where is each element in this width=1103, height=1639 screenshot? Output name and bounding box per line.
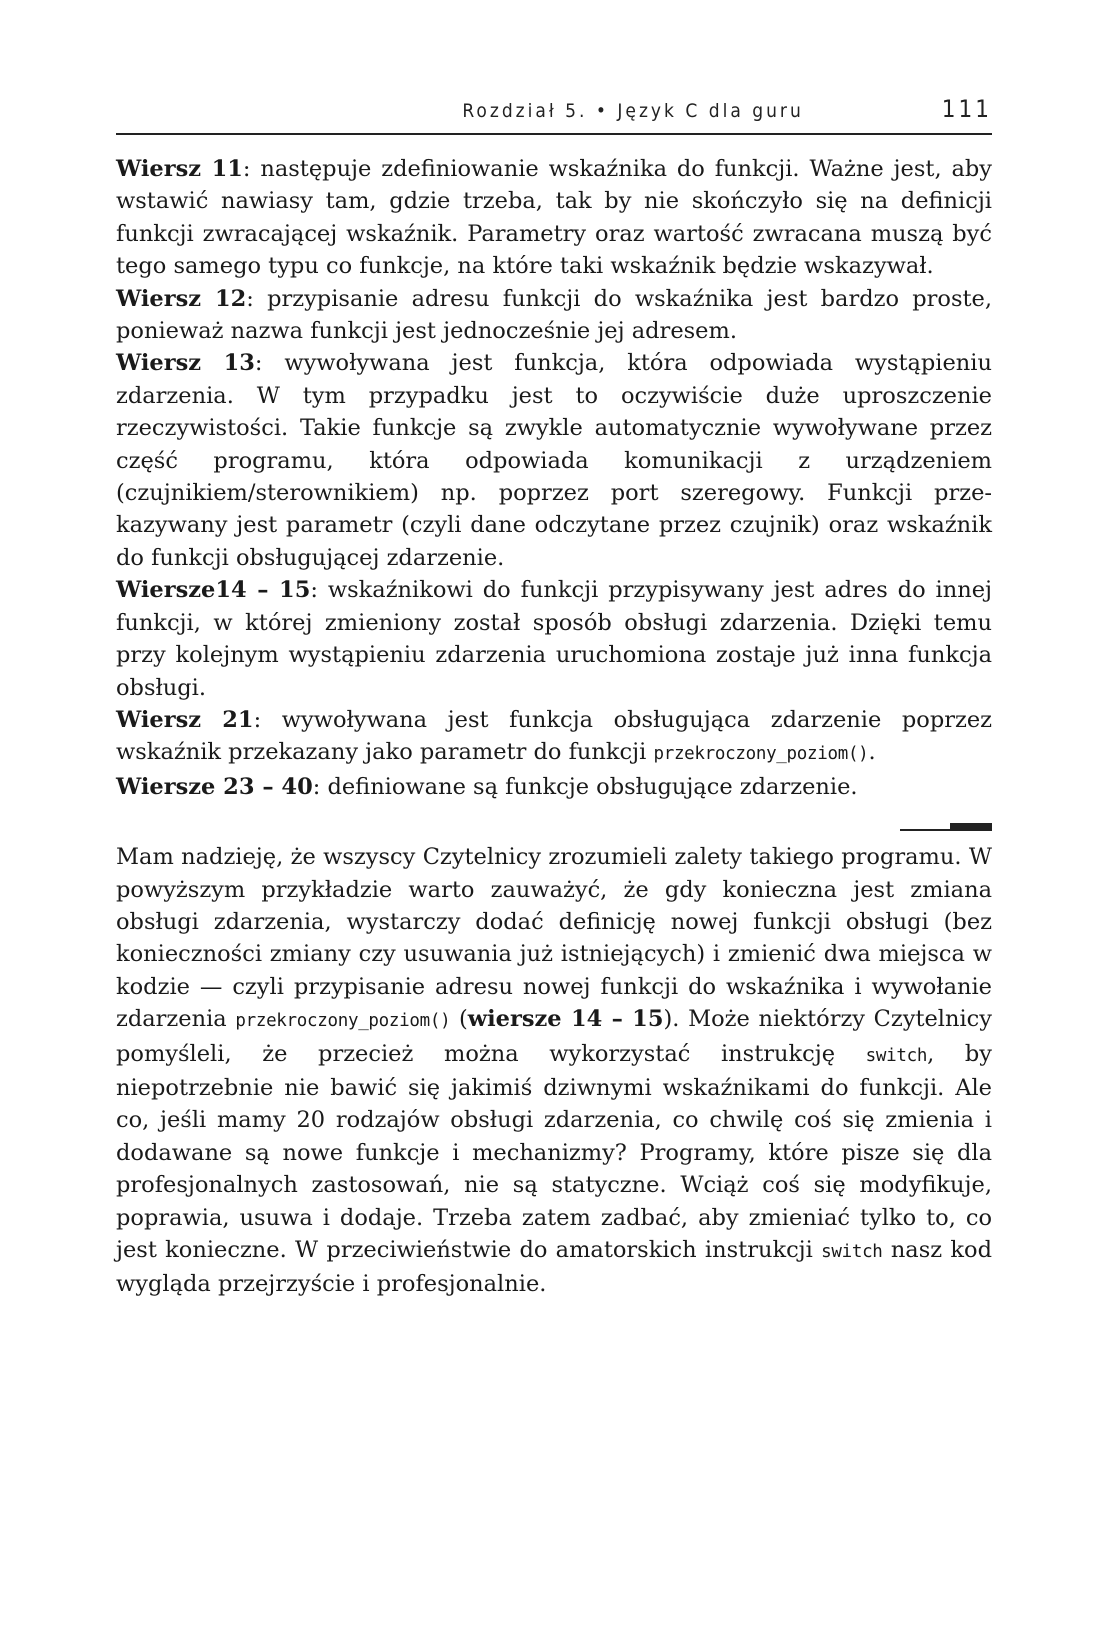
line-description (116, 771, 992, 803)
end-mark-line (900, 829, 950, 831)
running-header (116, 95, 992, 135)
inline-code: przekroczony_poziom() (235, 1011, 451, 1032)
summary-text: nasz kod wygląda przejrzyście i profesjonalnie. (116, 1237, 992, 1298)
line-label: Wiersze14 – 15 (116, 577, 311, 604)
line-label: Wiersz 21 (116, 706, 254, 733)
line-description (116, 574, 992, 704)
inline-code: switch (865, 1045, 928, 1066)
line-description (116, 283, 992, 348)
line-label: Wiersze 23 – 40 (116, 773, 313, 800)
summary-paragraph (116, 841, 992, 1301)
line-description (116, 347, 992, 574)
inline-code: przekroczony_poziom() (653, 744, 869, 765)
summary-text: Mam nadzieję, że wszyscy Czytelnicy zrozumieli zalety takiego programu. W powyższym przykładzie warto zauważyć, że gdy konieczna jest zmiana obsługi zdarzenia, wystarczy dodać definicję nowej funkcji obsługi (bez konieczności zmiany czy usuwania już istniejących) i zmienić dwa miejsca w kodzie — czyli przypisanie adresu nowej funkcji do wskaźnika i wywołanie zdarzenia (116, 844, 992, 1033)
section-end-mark (116, 811, 992, 841)
inline-code: switch (821, 1242, 883, 1262)
line-text: : przypisanie adresu funkcji do wskaźnika jest bardzo proste, ponieważ nazwa funkcji jest jednocześnie jej adresem. (116, 285, 993, 345)
chapter-title: Rozdział 5. • Język C dla guru (462, 100, 804, 122)
summary-text: , by niepotrzebnie nie bawić się jakimiś dziwnymi wskaźnikami do funkcji. Ale co, jeśli mamy 20 rodzajów obsługi zdarzenia, co chwilę coś się zmienia i dodawane są nowe funkcje i mechanizmy? Programy, które pisze się dla profesjonalnych zastosowań, nie są statyczne. Wciąż coś się modyfikuje, poprawia, usuwa i dodaje. Trzeba zatem zadbać, aby zmieniać tylko to, co jest konieczne. W przeciwieństwie do amatorskich instrukcji (116, 1040, 992, 1263)
line-text: : wskaźnikowi do funkcji przypisywany jest adres do innej funkcji, w której zmieniony został sposób obsługi zdarzenia. Dzięki temu przy kolejnym wystąpieniu zdarzenia uruchomiona zostaje już inna funkcja obsługi. (116, 577, 992, 701)
line-text: : definiowane są funkcje obsługujące zdarzenie. (312, 773, 858, 800)
line-description (116, 153, 992, 283)
page-body (116, 153, 992, 1301)
line-description (116, 704, 992, 771)
line-text-tail: . (868, 739, 876, 766)
line-label: Wiersz 11 (116, 156, 243, 182)
page-number: 111 (941, 95, 992, 123)
line-text: : wywoływana jest funkcja obsługująca zdarzenie poprzez wskaźnik przekazany jako parametr do funkcji (116, 706, 993, 766)
summary-bold: wiersze 14 – 15 (467, 1006, 664, 1033)
line-label: Wiersz 13 (116, 350, 255, 377)
line-label: Wiersz 12 (116, 285, 247, 312)
line-text: : wywoływana jest funkcja, która odpowiada wystąpieniu zdarzenia. W tym przypadku jest to oczywiście duże uproszczenie rzeczywistości. Takie funkcje są zwykle automatycznie wywoływane przez część programu, która odpowiada komunikacji z urządzeniem (czujnikiem/sterownikiem) np. poprzez port szeregowy. Funkcji przekazywany jest parametr (czyli dane odczytane przez czujnik) oraz wskaźnik do funkcji obsługującej zdarzenie. (116, 350, 992, 571)
line-text: : następuje zdefiniowanie wskaźnika do funkcji. Ważne jest, aby wstawić nawiasy tam, gdzie trzeba, tak by nie skończyło się na definicji funkcji zwracającej wskaźnik. Parametry oraz wartość zwracana muszą być tego samego typu co funkcje, na które taki wskaźnik będzie wskazywał. (116, 156, 992, 280)
summary-text: ( (450, 1006, 468, 1033)
book-page (116, 95, 992, 1301)
summary-text: ). Może niektórzy Czytelnicy pomyśleli, że przecież można wykorzystać instrukcję (116, 1006, 992, 1067)
end-mark-block (950, 823, 992, 831)
